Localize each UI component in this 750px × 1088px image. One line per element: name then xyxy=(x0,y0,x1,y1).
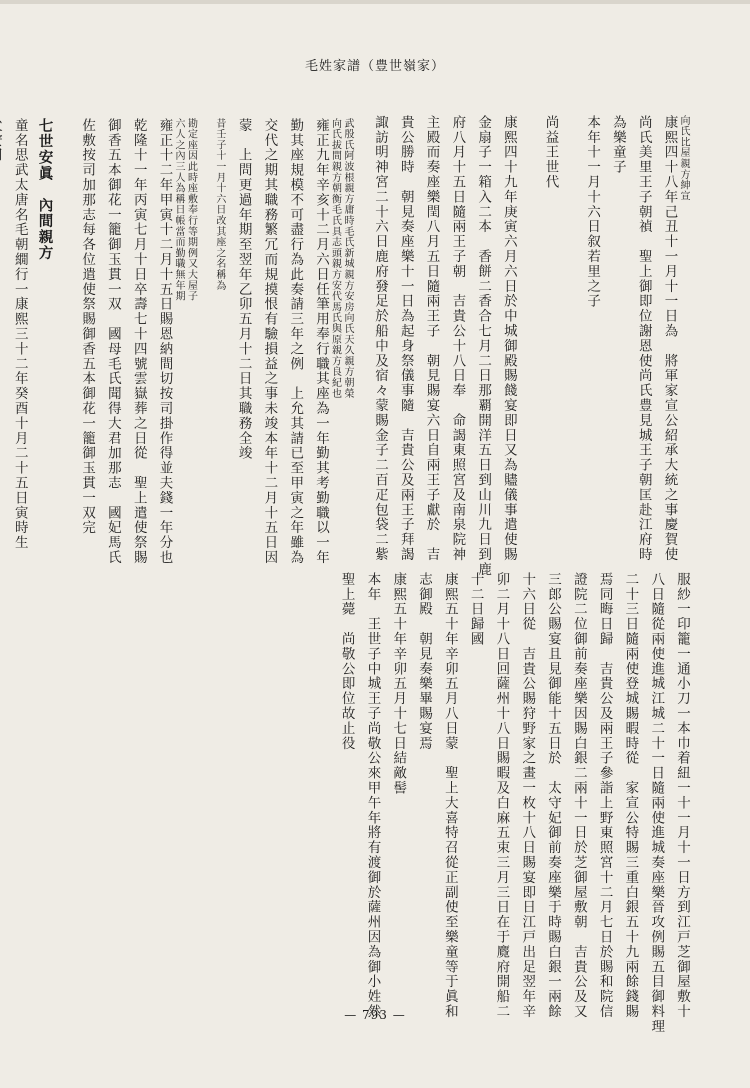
column-spacer xyxy=(197,118,211,838)
text-column: 六人之內三人為稱日帳當而勤職無年期 xyxy=(173,118,185,302)
text-column: 勤其座規模不可盡行為此奏請三年之例 上允其請已至甲寅之年雖為 xyxy=(287,118,304,565)
text-column: 武殷氏阿波根親方庸時毛氏新城親方安房向氏天久親方朝榮 xyxy=(342,118,353,399)
text-column: 康熙四十九年庚寅六月六日於中城御殿賜餞宴即日又為贐儀事遣使賜 xyxy=(500,115,517,562)
text-column: 童名思武太唐名毛朝繝行一康熙三十二年癸酉十月二十五日寅時生 xyxy=(11,118,28,551)
text-column: 十六日從 吉貴公賜狩野家之畫一枚十八日賜宴即日江戸出足翌年辛 xyxy=(519,572,536,1019)
text-column: 諏訪明神宮二十六日鹿府發足於船中及宿々蒙賜金子二百疋包袋二紫 xyxy=(371,115,388,562)
text-column: 勘定座因此時座敷奉行等期例又大屋子 xyxy=(185,118,197,302)
text-column: 十二日歸國 xyxy=(467,572,484,647)
text-column: 尚氏美里王子朝禎 聖上御即位謝恩使尚氏豊見城王子朝匡赴江府時 xyxy=(635,115,652,562)
text-column: 貴公勝時 朝見奏座樂十一日為起身祭儀事隨 吉貴公及兩王子拜謁 xyxy=(397,115,414,562)
text-column: 康熙五十年辛卯五月八日蒙 聖上大喜特召從正副使至樂童等于眞和 xyxy=(441,572,458,1019)
text-column: 三郎公賜宴且見御能十五日於 太守妃御前奏座樂于時賜白銀一兩餘 xyxy=(545,572,562,1019)
text-column: 本年十一月十六日叙若里之子 xyxy=(584,115,601,309)
text-column: 康熙四十八年己丑十一月十一日為 將軍家宣公紹承大統之事慶賀使 xyxy=(661,115,678,562)
text-column: 焉同晦日歸 吉貴公及兩王子參詣上野東照宮十二月七日於賜和院信 xyxy=(596,572,613,1019)
text-column: 府八月十五日隨兩王子朝 吉貴公十八日奉 命謁東照宮及南泉院神 xyxy=(449,115,466,562)
text-column: 聖上薨 尚敬公即位故止役 xyxy=(338,572,355,751)
text-column: 二十三日隨兩使登城賜暇時從 家宣公特賜三重白銀五十九兩餘錢賜 xyxy=(622,572,639,1019)
text-column: 蒙 上問更過年期至翌年乙卯五月十二日其職務全竣 xyxy=(235,118,252,461)
section-heading: 七世安眞 內間親方 xyxy=(36,118,54,262)
text-column: 八日隨從兩使進城江城二十一日隨兩使進城奏座樂晉攻例賜五目御料理 xyxy=(648,572,665,1034)
text-column: 主殿而奏座樂閏八月五日隨兩王子 朝見賜宴六日自兩王子獻於 吉 xyxy=(423,115,440,562)
text-column: 乾隆十一年丙寅七月十日卒壽七十四號雲嶽葬之日從 聖上遣使祭賜 xyxy=(130,118,147,565)
text-column: 昔壬子十一月十六日改其座之名稱為 xyxy=(213,118,225,291)
text-column: 向氏比屋親方紳宣 xyxy=(678,115,689,202)
text-column: 御香五本御花一籠御玉貫一双 國母毛氏聞得大君加那志 國妃馬氏 xyxy=(104,118,121,565)
text-column: 志御殿 朝見奏樂畢賜宴焉 xyxy=(416,572,433,751)
page-edge xyxy=(0,0,750,4)
page-number: — 793 — xyxy=(344,1008,406,1022)
text-column: 向氏拔間親方朝衡毛氏具志頭親方安代馬氏與原親方良紀也 xyxy=(329,118,341,399)
text-column: 尚益王世代 xyxy=(542,115,559,190)
text-column: 康熙五十年辛卯五月十七日結敵髻 xyxy=(390,572,407,796)
text-column: 金扇子一箱入二本 香餅二香合七月二日那覇開洋五日到山川九日到鹿 xyxy=(475,115,492,577)
text-column: 雍正九年辛亥十二月六日任筆用奉行職其座為一年勤其考勤職以一年 xyxy=(313,118,329,565)
text-column: 卯二月十八日回薩州十八日賜暇及白麻五束三月三日在于麑府開船二 xyxy=(493,572,510,1019)
text-column: 證院二位御前奏座樂因賜白銀二兩十一日於芝御屋敷朝 吉貴公及又 xyxy=(570,572,587,1019)
text-column: 服紗一印籠一通小刀一本巾着紐一十一月十一日方到江戸芝御屋敷十 xyxy=(674,572,690,1019)
column-spacer xyxy=(53,118,67,838)
page-header: 毛姓家譜（豊世嶺家） xyxy=(304,59,445,74)
text-column: 為樂童子 xyxy=(609,115,626,175)
text-column: 交代之期其職務繁冗而規摸恨有驗損益之事未竣本年十二月十五日因 xyxy=(261,118,278,565)
text-column: 佐敷按司加那志每各位遣使祭賜御香五本御花一籠御玉貫一双完 xyxy=(79,118,96,536)
text-column: 雍正十二年甲寅十二月十五日賜恩納間切按司掛作得並夫錢一年分也 xyxy=(156,118,173,565)
text-column: 本年 王世子中城王子尚敬公來甲午年將有渡御於薩州因為御小姓然 xyxy=(364,572,381,1019)
left-text-block xyxy=(0,118,352,838)
